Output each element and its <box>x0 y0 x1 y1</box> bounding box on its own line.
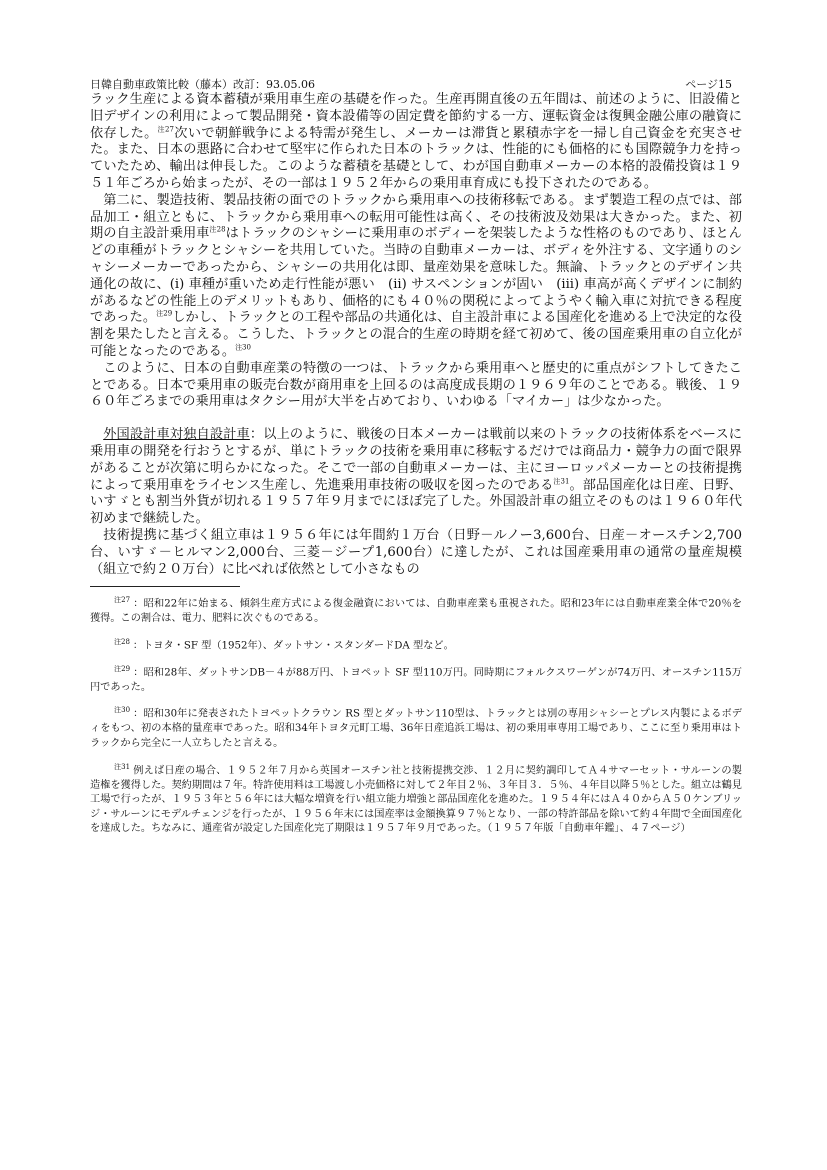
page-number: ページ15 <box>685 78 732 91</box>
paragraph-1: ラック生産による資本蓄積が乗用車生産の基礎を作った。生産再開直後の五年間は、前述のように、旧設備と旧デザインの利用によって製品開発・資本設備等の固定費を節約する一方、運転資金は復興金融公庫の融資に依存した。$^{注27}$次いで朝鮮戦争による特需が発生し、メーカーは滞貨と累積赤字を一掃し自己資金を充実させた。また、日本の悪路に合わせて堅牢に作られた日本のトラックは、性能的にも価格的にも国際競争力を持っていたため、輸出は伸長した。このような蓄積を基礎として、わが国自動車メーカーの本格的設備投資は１９５１年ごろから始まったが、その一部は１９５２年からの乗用車育成にも投下されたのである。 <box>90 92 743 191</box>
footnotes <box>90 593 742 837</box>
footnote-ref-31[interactable]: 注31 <box>553 477 570 486</box>
footnote-30: $^{注30}$ ：昭和30年に発表されたトヨペットクラウン RS 型とダットサン110型は、トラックとは別の専用シャシーとプレス内製によるボディをもつ、初の本格的量産車であった。昭和34年トヨタ元町工場、36年日産追浜工場は、初の乗用車専用工場であり、ここに至り乗用車はトラックから完全に一人立ちしたと言える。 <box>90 706 742 750</box>
section-heading: 外国設計車対独自設計車 <box>103 427 250 443</box>
page-header <box>90 78 742 92</box>
paragraph-4: 外国設計車対独自設計車：以上のように、戦後の日本メーカーは戦前以来のトラックの技術体系をベースに乗用車の開発を行おうとするが、単にトラックの技術を乗用車に移転するだけでは商品力・競争力の面で限界があることが次第に明らかになった。そこで一部の自動車メーカーは、主にヨーロッパメーカーとの技術提携によって乗用車をライセンス生産し、先進乗用車技術の吸収を図ったのである$^{注31}$。部品国産化は日産、日野、いすゞとも割当外貨が切れる１９５７年９月までにほぼ完了した。外国設計車の組立そのものは１９６０年代初めまで継続した。 <box>90 427 742 527</box>
footnote-29: $^{注29}$ ：昭和28年、ダットサンDB－４が88万円、トヨペット SF 型110万円。同時期にフォルクスワーゲンが74万円、オースチン115万円であった。 <box>90 664 742 693</box>
footnote-28: $^{注28}$ ：トヨタ・SF 型（1952年）、ダットサン・スタンダードDA 型など。 <box>114 637 454 652</box>
footnote-ref-29[interactable]: 注29 <box>156 309 173 318</box>
footnote-ref-27[interactable]: 注27 <box>157 125 174 134</box>
document-page <box>90 78 742 845</box>
footnote-ref-30[interactable]: 注30 <box>235 343 251 352</box>
footnote-ref-28[interactable]: 注28 <box>209 225 226 234</box>
section-gap <box>90 411 742 427</box>
header-title: 日韓自動車政策比較（藤本）改訂：93.05.06 <box>90 78 315 91</box>
footnote-divider <box>90 586 240 587</box>
paragraph-5: 技術提携に基づく組立車は１９５６年には年間約１万台（日野－ルノー3,600台、日産－オースチン2,700台、いすゞ－ヒルマン2,000台、三菱－ジープ1,600台）に達したが、これは国産乗用車の通常の量産規模（組立で約２０万台）に比べれば依然として小さなもの <box>90 527 742 577</box>
footnote-31: $^{注31}$ 例えば日産の場合、１９５２年７月から英国オースチン社と技術提携交渉、１２月に契約調印してＡ４サマーセット・サルーンの製造権を獲得した。契約期間は７年。特許使用料は工場渡し小売価格に対して２年目２％、３年目３．５％、４年目以降５％とした。組立は鶴見工場で行ったが、１９５３年と５６年には大幅な増資を行い組立能力増強と部品国産化を進めた。１９５４年にはＡ４０からＡ５０ケンブリッジ・サルーンにモデルチェンジを行ったが、１９５６年末には国産率は金額換算９７％となり、一部の特許部品を除いて約４年間で全面国産化を達成した。ちなみに、通産省が設定した国産化完了期限は１９５７年９月であった。（１９５７年版「自動車年鑑」、４７ページ） <box>90 762 742 835</box>
paragraph-3: このように、日本の自動車産業の特徴の一つは、トラックから乗用車へと歴史的に重点がシフトしてきたことである。日本で乗用車の販売台数が商用車を上回るのは高度成長期の１９６９年のことである。戦後、１９６０年ごろまでの乗用車はタクシー用が大半を占めており、いわゆる「マイカー」は少なかった。 <box>90 360 742 410</box>
paragraph-2: 第二に、製造技術、製品技術の面でのトラックから乗用車への技術移転である。まず製造工程の点では、部品加工・組立ともに、トラックから乗用車への転用可能性は高く、その技術波及効果は大きかった。また、初期の自主設計乗用車$^{注28}$はトラックのシャシーに乗用車のボディーを架装したような性格のものであり、ほとんどの車種がトラックとシャシーを共用していた。当時の自動車メーカーは、ボディを外注する、文字通りのシャシーメーカーであったから、シャシーの共用化は即、量産効果を意味した。無論、トラックとのデザイン共通化の故に、(i) 車種が重いため走行性能が悪い (ii) サスペンションが固い (iii) 車高が高くデザインに制約があるなどの性能上のデメリットもあり、価格的にも４０％の関税によってようやく輸入車に対抗できる程度であった。$^{注29}$しかし、トラックとの工程や部品の共通化は、自主設計車による国産化を進める上で決定的な役割を果たしたと言える。こうした、トラックとの混合的生産の時期を経て初めて、後の国産乗用車の自立化が可能となったのである。$^{注30}$ <box>90 192 742 359</box>
footnote-27: $^{注27}$ ：昭和22年に始まる、傾斜生産方式による復金融資においては、自動車産業も重視された。昭和23年には自動車産業全体で20％を獲得。この割合は、電力、肥料に次ぐものである。 <box>90 596 742 625</box>
